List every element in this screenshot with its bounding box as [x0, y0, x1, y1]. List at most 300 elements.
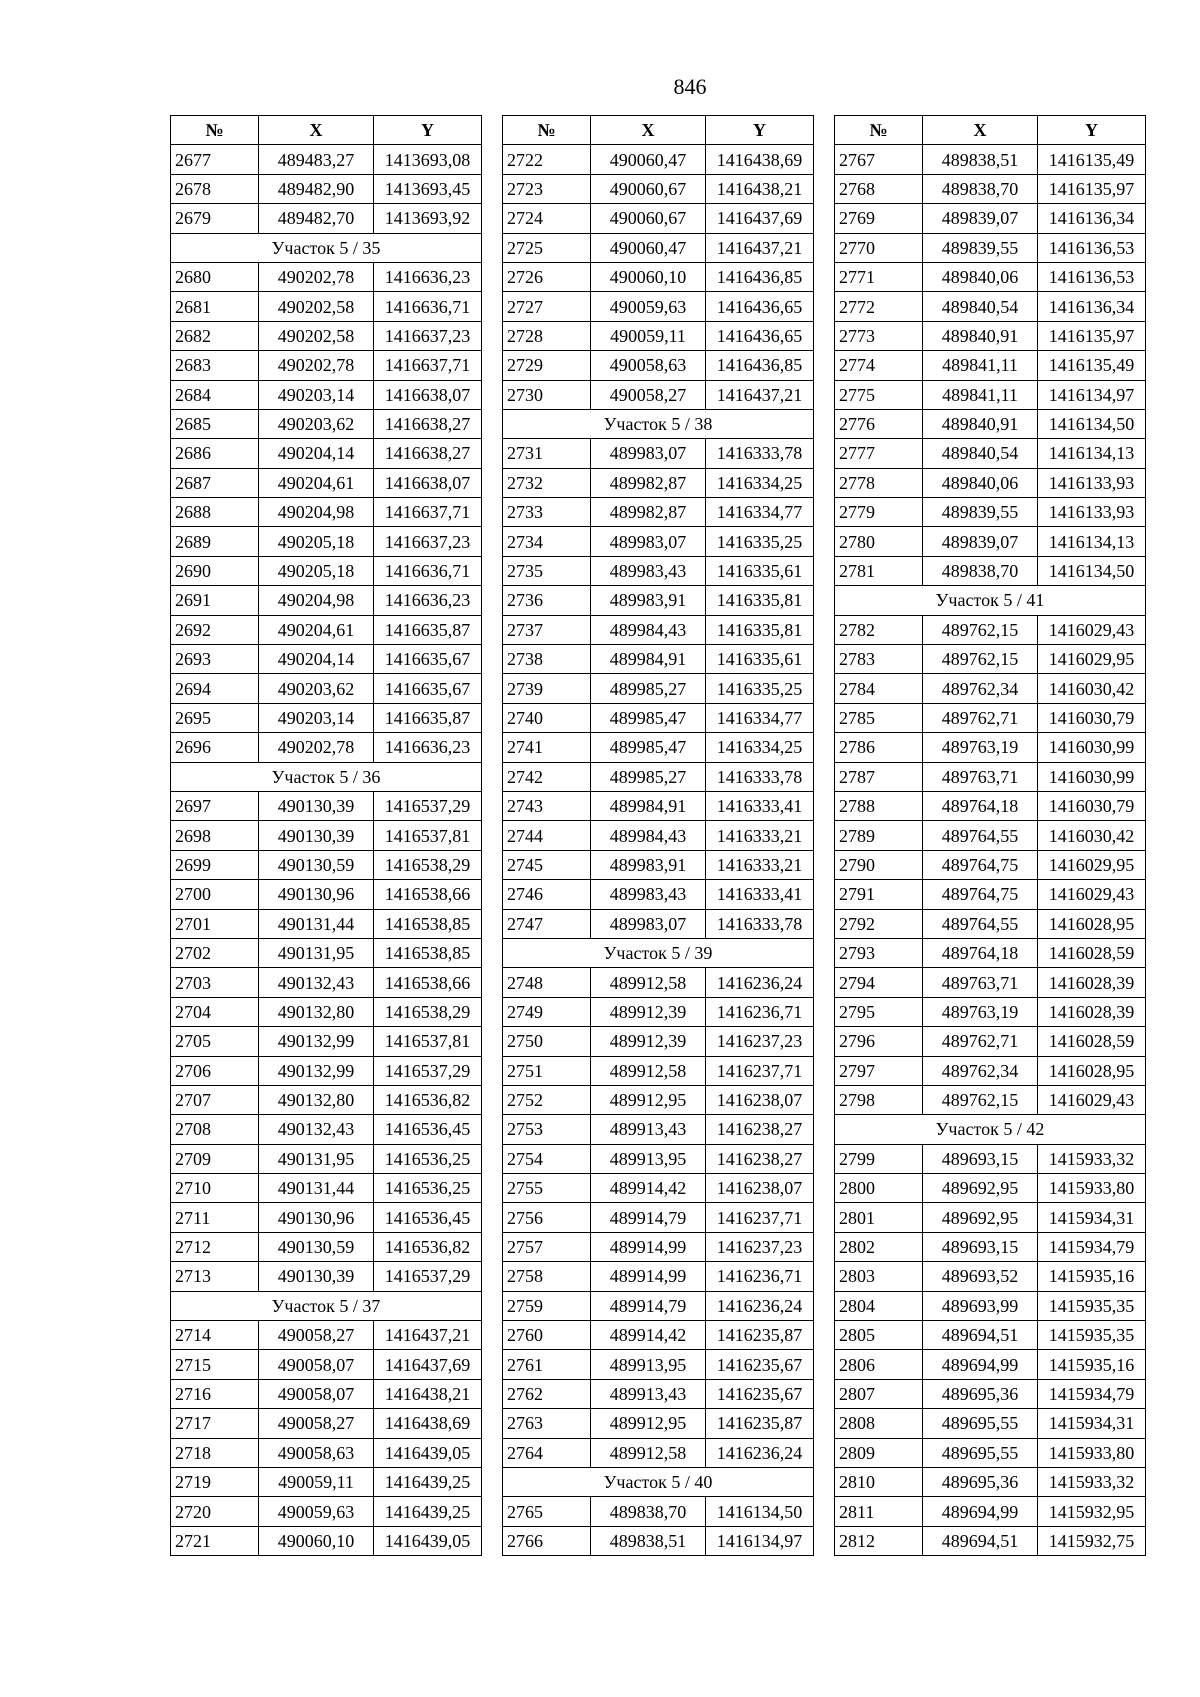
point-number: 2746 [503, 880, 591, 909]
y-coordinate: 1416636,23 [374, 733, 482, 762]
y-coordinate: 1416537,29 [374, 1262, 482, 1291]
table-row [171, 909, 482, 938]
table-row [503, 703, 814, 732]
point-number: 2760 [503, 1321, 591, 1350]
header-y: Y [706, 116, 814, 145]
table-row [835, 909, 1146, 938]
point-number: 2762 [503, 1379, 591, 1408]
x-coordinate: 490058,07 [259, 1350, 374, 1379]
point-number: 2809 [835, 1438, 923, 1467]
x-coordinate: 490060,10 [591, 262, 706, 291]
point-number: 2777 [835, 439, 923, 468]
y-coordinate: 1416635,67 [374, 674, 482, 703]
table-row [835, 938, 1146, 967]
table-row [171, 409, 482, 438]
x-coordinate: 489839,55 [923, 498, 1038, 527]
point-number: 2754 [503, 1144, 591, 1173]
section-row [503, 938, 814, 967]
point-number: 2726 [503, 262, 591, 291]
x-coordinate: 490202,58 [259, 321, 374, 350]
table-row [171, 1497, 482, 1526]
x-coordinate: 490204,61 [259, 468, 374, 497]
table-row [835, 880, 1146, 909]
point-number: 2747 [503, 909, 591, 938]
y-coordinate: 1416333,41 [706, 880, 814, 909]
table-row [503, 1232, 814, 1261]
x-coordinate: 489912,95 [591, 1085, 706, 1114]
y-coordinate: 1416028,59 [1038, 938, 1146, 967]
coordinate-table-1 [170, 115, 482, 1556]
x-coordinate: 489764,18 [923, 938, 1038, 967]
x-coordinate: 489840,54 [923, 439, 1038, 468]
table-row [835, 1526, 1146, 1555]
point-number: 2781 [835, 556, 923, 585]
y-coordinate: 1416236,24 [706, 1291, 814, 1320]
y-coordinate: 1416638,27 [374, 439, 482, 468]
y-coordinate: 1416235,67 [706, 1379, 814, 1408]
table-row [171, 1144, 482, 1173]
x-coordinate: 490060,47 [591, 233, 706, 262]
point-number: 2757 [503, 1232, 591, 1261]
section-title: Участок 5 / 41 [835, 586, 1146, 615]
table-row [171, 1321, 482, 1350]
point-number: 2786 [835, 733, 923, 762]
y-coordinate: 1416438,69 [374, 1409, 482, 1438]
table-row [171, 968, 482, 997]
point-number: 2759 [503, 1291, 591, 1320]
x-coordinate: 489985,27 [591, 674, 706, 703]
y-coordinate: 1416537,29 [374, 791, 482, 820]
y-coordinate: 1416135,97 [1038, 174, 1146, 203]
x-coordinate: 490204,14 [259, 439, 374, 468]
point-number: 2690 [171, 556, 259, 585]
point-number: 2719 [171, 1467, 259, 1496]
point-number: 2803 [835, 1262, 923, 1291]
table-row [503, 821, 814, 850]
x-coordinate: 490130,39 [259, 821, 374, 850]
x-coordinate: 489913,95 [591, 1350, 706, 1379]
y-coordinate: 1415935,16 [1038, 1350, 1146, 1379]
table-row [835, 1497, 1146, 1526]
section-title: Участок 5 / 36 [171, 762, 482, 791]
y-coordinate: 1416237,71 [706, 1056, 814, 1085]
x-coordinate: 489841,11 [923, 380, 1038, 409]
table-row [835, 439, 1146, 468]
y-coordinate: 1416335,25 [706, 674, 814, 703]
point-number: 2730 [503, 380, 591, 409]
x-coordinate: 489912,95 [591, 1409, 706, 1438]
y-coordinate: 1416237,71 [706, 1203, 814, 1232]
x-coordinate: 489983,91 [591, 850, 706, 879]
y-coordinate: 1416537,81 [374, 1027, 482, 1056]
x-coordinate: 489840,91 [923, 409, 1038, 438]
x-coordinate: 489482,70 [259, 204, 374, 233]
x-coordinate: 489695,55 [923, 1438, 1038, 1467]
x-coordinate: 489764,75 [923, 880, 1038, 909]
table-row [835, 615, 1146, 644]
point-number: 2712 [171, 1232, 259, 1261]
y-coordinate: 1416029,95 [1038, 850, 1146, 879]
y-coordinate: 1415934,79 [1038, 1379, 1146, 1408]
y-coordinate: 1416636,23 [374, 586, 482, 615]
x-coordinate: 489983,07 [591, 527, 706, 556]
x-coordinate: 490202,58 [259, 292, 374, 321]
x-coordinate: 489984,43 [591, 615, 706, 644]
x-coordinate: 489764,18 [923, 791, 1038, 820]
y-coordinate: 1416235,87 [706, 1409, 814, 1438]
point-number: 2741 [503, 733, 591, 762]
x-coordinate: 489695,36 [923, 1467, 1038, 1496]
x-coordinate: 489838,51 [591, 1526, 706, 1555]
table-row [835, 674, 1146, 703]
point-number: 2729 [503, 351, 591, 380]
x-coordinate: 489914,99 [591, 1232, 706, 1261]
table-row [503, 909, 814, 938]
x-coordinate: 490204,98 [259, 498, 374, 527]
point-number: 2728 [503, 321, 591, 350]
point-number: 2737 [503, 615, 591, 644]
y-coordinate: 1416538,29 [374, 850, 482, 879]
table-row [171, 615, 482, 644]
y-coordinate: 1416636,23 [374, 262, 482, 291]
point-number: 2679 [171, 204, 259, 233]
table-row [835, 174, 1146, 203]
table-row [171, 1203, 482, 1232]
y-coordinate: 1416136,53 [1038, 262, 1146, 291]
x-coordinate: 490058,63 [591, 351, 706, 380]
point-number: 2734 [503, 527, 591, 556]
x-coordinate: 489694,51 [923, 1526, 1038, 1555]
x-coordinate: 489695,55 [923, 1409, 1038, 1438]
x-coordinate: 490058,63 [259, 1438, 374, 1467]
y-coordinate: 1416030,99 [1038, 762, 1146, 791]
y-coordinate: 1413693,45 [374, 174, 482, 203]
y-coordinate: 1416030,42 [1038, 674, 1146, 703]
point-number: 2720 [171, 1497, 259, 1526]
x-coordinate: 489693,15 [923, 1144, 1038, 1173]
y-coordinate: 1416333,78 [706, 439, 814, 468]
x-coordinate: 489763,71 [923, 762, 1038, 791]
table-row [171, 292, 482, 321]
point-number: 2721 [171, 1526, 259, 1555]
table-row [503, 498, 814, 527]
x-coordinate: 489912,58 [591, 1438, 706, 1467]
table-row [171, 997, 482, 1026]
y-coordinate: 1416637,71 [374, 351, 482, 380]
table-row [835, 997, 1146, 1026]
point-number: 2801 [835, 1203, 923, 1232]
table-row [171, 204, 482, 233]
table-row [835, 762, 1146, 791]
x-coordinate: 489762,34 [923, 1056, 1038, 1085]
point-number: 2788 [835, 791, 923, 820]
x-coordinate: 489984,91 [591, 791, 706, 820]
y-coordinate: 1416437,21 [374, 1321, 482, 1350]
point-number: 2686 [171, 439, 259, 468]
x-coordinate: 490059,63 [591, 292, 706, 321]
coordinate-table-2 [502, 115, 814, 1556]
table-row [503, 645, 814, 674]
point-number: 2710 [171, 1174, 259, 1203]
y-coordinate: 1415934,31 [1038, 1409, 1146, 1438]
table-row [171, 1056, 482, 1085]
table-row [835, 1056, 1146, 1085]
point-number: 2795 [835, 997, 923, 1026]
section-row [171, 1291, 482, 1320]
point-number: 2750 [503, 1027, 591, 1056]
section-row [503, 409, 814, 438]
x-coordinate: 490130,96 [259, 1203, 374, 1232]
x-coordinate: 489762,71 [923, 703, 1038, 732]
table-row [171, 880, 482, 909]
y-coordinate: 1416136,34 [1038, 204, 1146, 233]
header-x: X [923, 116, 1038, 145]
x-coordinate: 490058,27 [259, 1409, 374, 1438]
table-row [503, 674, 814, 703]
table-row [171, 527, 482, 556]
table-row [171, 821, 482, 850]
point-number: 2738 [503, 645, 591, 674]
y-coordinate: 1416437,69 [374, 1350, 482, 1379]
section-row [835, 1115, 1146, 1144]
section-title: Участок 5 / 39 [503, 938, 814, 967]
header-number: № [503, 116, 591, 145]
table-row [503, 1497, 814, 1526]
point-number: 2696 [171, 733, 259, 762]
x-coordinate: 489913,43 [591, 1379, 706, 1408]
table-row [171, 645, 482, 674]
y-coordinate: 1416134,97 [706, 1526, 814, 1555]
point-number: 2790 [835, 850, 923, 879]
y-coordinate: 1416635,87 [374, 615, 482, 644]
x-coordinate: 489914,42 [591, 1321, 706, 1350]
point-number: 2783 [835, 645, 923, 674]
x-coordinate: 489482,90 [259, 174, 374, 203]
x-coordinate: 489983,43 [591, 880, 706, 909]
x-coordinate: 490131,44 [259, 1174, 374, 1203]
point-number: 2753 [503, 1115, 591, 1144]
table-row [503, 1438, 814, 1467]
section-title: Участок 5 / 35 [171, 233, 482, 262]
y-coordinate: 1415933,80 [1038, 1438, 1146, 1467]
header-y: Y [374, 116, 482, 145]
table-row [503, 1174, 814, 1203]
point-number: 2802 [835, 1232, 923, 1261]
x-coordinate: 490204,98 [259, 586, 374, 615]
x-coordinate: 489840,91 [923, 321, 1038, 350]
table-row [835, 380, 1146, 409]
y-coordinate: 1416335,61 [706, 645, 814, 674]
header-x: X [259, 116, 374, 145]
table-row [503, 880, 814, 909]
x-coordinate: 489762,34 [923, 674, 1038, 703]
table-row [171, 321, 482, 350]
section-row [171, 233, 482, 262]
x-coordinate: 489763,71 [923, 968, 1038, 997]
table-row [171, 1174, 482, 1203]
table-row [835, 498, 1146, 527]
table-row [171, 1085, 482, 1114]
y-coordinate: 1416028,39 [1038, 968, 1146, 997]
section-row [171, 762, 482, 791]
point-number: 2780 [835, 527, 923, 556]
point-number: 2752 [503, 1085, 591, 1114]
point-number: 2749 [503, 997, 591, 1026]
table-header-row [835, 116, 1146, 145]
table-row [171, 586, 482, 615]
y-coordinate: 1416436,65 [706, 292, 814, 321]
point-number: 2787 [835, 762, 923, 791]
point-number: 2740 [503, 703, 591, 732]
point-number: 2782 [835, 615, 923, 644]
point-number: 2806 [835, 1350, 923, 1379]
y-coordinate: 1416637,23 [374, 527, 482, 556]
table-row [503, 468, 814, 497]
table-row [503, 233, 814, 262]
x-coordinate: 489912,58 [591, 1056, 706, 1085]
y-coordinate: 1416333,78 [706, 762, 814, 791]
point-number: 2688 [171, 498, 259, 527]
section-title: Участок 5 / 40 [503, 1467, 814, 1496]
point-number: 2742 [503, 762, 591, 791]
table-row [835, 1291, 1146, 1320]
y-coordinate: 1415935,35 [1038, 1291, 1146, 1320]
point-number: 2713 [171, 1262, 259, 1291]
y-coordinate: 1416635,67 [374, 645, 482, 674]
point-number: 2797 [835, 1056, 923, 1085]
table-row [835, 262, 1146, 291]
point-number: 2763 [503, 1409, 591, 1438]
y-coordinate: 1416439,05 [374, 1438, 482, 1467]
table-row [835, 733, 1146, 762]
y-coordinate: 1416439,05 [374, 1526, 482, 1555]
point-number: 2735 [503, 556, 591, 585]
point-number: 2693 [171, 645, 259, 674]
x-coordinate: 490132,43 [259, 1115, 374, 1144]
y-coordinate: 1416437,21 [706, 380, 814, 409]
x-coordinate: 490058,27 [259, 1321, 374, 1350]
table-row [503, 997, 814, 1026]
x-coordinate: 490132,43 [259, 968, 374, 997]
x-coordinate: 489692,95 [923, 1174, 1038, 1203]
y-coordinate: 1416030,79 [1038, 791, 1146, 820]
y-coordinate: 1416333,78 [706, 909, 814, 938]
point-number: 2739 [503, 674, 591, 703]
y-coordinate: 1416333,41 [706, 791, 814, 820]
point-number: 2799 [835, 1144, 923, 1173]
y-coordinate: 1416135,49 [1038, 145, 1146, 174]
point-number: 2772 [835, 292, 923, 321]
y-coordinate: 1416335,81 [706, 586, 814, 615]
x-coordinate: 489984,91 [591, 645, 706, 674]
y-coordinate: 1416536,25 [374, 1144, 482, 1173]
point-number: 2697 [171, 791, 259, 820]
x-coordinate: 489985,27 [591, 762, 706, 791]
x-coordinate: 489982,87 [591, 498, 706, 527]
x-coordinate: 489914,79 [591, 1203, 706, 1232]
point-number: 2744 [503, 821, 591, 850]
point-number: 2776 [835, 409, 923, 438]
y-coordinate: 1416029,43 [1038, 615, 1146, 644]
y-coordinate: 1416030,79 [1038, 703, 1146, 732]
table-row [503, 145, 814, 174]
x-coordinate: 489762,71 [923, 1027, 1038, 1056]
table-row [503, 1262, 814, 1291]
point-number: 2761 [503, 1350, 591, 1379]
point-number: 2717 [171, 1409, 259, 1438]
y-coordinate: 1416236,24 [706, 968, 814, 997]
x-coordinate: 490060,47 [591, 145, 706, 174]
y-coordinate: 1415935,35 [1038, 1321, 1146, 1350]
y-coordinate: 1416536,82 [374, 1232, 482, 1261]
point-number: 2775 [835, 380, 923, 409]
y-coordinate: 1416333,21 [706, 850, 814, 879]
point-number: 2771 [835, 262, 923, 291]
point-number: 2768 [835, 174, 923, 203]
y-coordinate: 1416134,13 [1038, 527, 1146, 556]
table-row [171, 1526, 482, 1555]
table-row [171, 703, 482, 732]
y-coordinate: 1416133,93 [1038, 468, 1146, 497]
y-coordinate: 1416135,97 [1038, 321, 1146, 350]
point-number: 2733 [503, 498, 591, 527]
y-coordinate: 1416028,95 [1038, 1056, 1146, 1085]
y-coordinate: 1416135,49 [1038, 351, 1146, 380]
y-coordinate: 1415932,75 [1038, 1526, 1146, 1555]
point-number: 2718 [171, 1438, 259, 1467]
y-coordinate: 1416438,21 [374, 1379, 482, 1408]
table-row [503, 791, 814, 820]
table-row [503, 1203, 814, 1232]
point-number: 2725 [503, 233, 591, 262]
point-number: 2715 [171, 1350, 259, 1379]
point-number: 2810 [835, 1467, 923, 1496]
point-number: 2755 [503, 1174, 591, 1203]
point-number: 2680 [171, 262, 259, 291]
point-number: 2779 [835, 498, 923, 527]
table-row [835, 468, 1146, 497]
point-number: 2748 [503, 968, 591, 997]
table-row [171, 380, 482, 409]
table-row [171, 262, 482, 291]
point-number: 2695 [171, 703, 259, 732]
x-coordinate: 490132,80 [259, 1085, 374, 1114]
table-row [171, 1379, 482, 1408]
x-coordinate: 489840,06 [923, 262, 1038, 291]
y-coordinate: 1413693,08 [374, 145, 482, 174]
point-number: 2687 [171, 468, 259, 497]
table-row [835, 1409, 1146, 1438]
x-coordinate: 490131,95 [259, 1144, 374, 1173]
point-number: 2812 [835, 1526, 923, 1555]
point-number: 2794 [835, 968, 923, 997]
x-coordinate: 489693,52 [923, 1262, 1038, 1291]
table-row [503, 968, 814, 997]
y-coordinate: 1416335,81 [706, 615, 814, 644]
point-number: 2727 [503, 292, 591, 321]
y-coordinate: 1416333,21 [706, 821, 814, 850]
x-coordinate: 490130,59 [259, 1232, 374, 1261]
x-coordinate: 489764,55 [923, 821, 1038, 850]
y-coordinate: 1416635,87 [374, 703, 482, 732]
y-coordinate: 1416236,71 [706, 1262, 814, 1291]
x-coordinate: 490205,18 [259, 527, 374, 556]
x-coordinate: 490131,95 [259, 938, 374, 967]
table-row [503, 1027, 814, 1056]
point-number: 2732 [503, 468, 591, 497]
x-coordinate: 490203,62 [259, 409, 374, 438]
x-coordinate: 489840,06 [923, 468, 1038, 497]
